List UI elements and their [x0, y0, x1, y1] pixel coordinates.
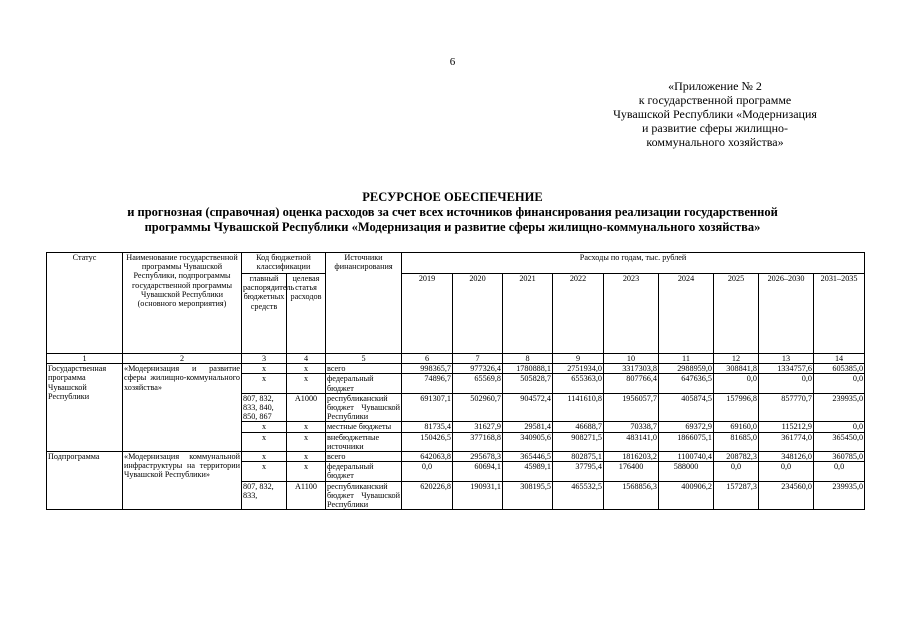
value-cell: 1816203,2 — [604, 452, 659, 462]
header-year: 2024 — [659, 274, 714, 354]
value-cell: 208782,3 — [714, 452, 759, 462]
value-cell: 998365,7 — [402, 364, 453, 374]
value-cell: 239935,0 — [814, 393, 865, 422]
value-cell: 588000 — [659, 462, 714, 481]
gr-cell: x — [242, 422, 287, 432]
value-cell: 234560,0 — [759, 481, 814, 510]
column-number: 5 — [326, 354, 402, 364]
value-cell: 807766,4 — [604, 374, 659, 393]
value-cell: 605385,0 — [814, 364, 865, 374]
header-year: 2026–2030 — [759, 274, 814, 354]
column-number: 14 — [814, 354, 865, 364]
column-number: 9 — [553, 354, 604, 364]
header-year: 2022 — [553, 274, 604, 354]
source-cell: всего — [326, 364, 402, 374]
header-status: Статус — [47, 253, 123, 354]
gr-cell: x — [242, 452, 287, 462]
value-cell: 31627,9 — [453, 422, 503, 432]
gr-cell: 807, 832, 833, — [242, 481, 287, 510]
value-cell: 115212,9 — [759, 422, 814, 432]
value-cell: 2751934,0 — [553, 364, 604, 374]
value-cell: 647636,5 — [659, 374, 714, 393]
value-cell: 348126,0 — [759, 452, 814, 462]
status-cell: Государственная программа Чувашской Республики — [47, 364, 123, 452]
header-sources: Источники финансирования — [326, 253, 402, 354]
gr-cell: 807, 832, 833, 840, 850, 867 — [242, 393, 287, 422]
value-cell: 81735,4 — [402, 422, 453, 432]
value-cell: 0,0 — [759, 374, 814, 393]
value-cell: 502960,7 — [453, 393, 503, 422]
value-cell: 70338,7 — [604, 422, 659, 432]
value-cell: 908271,5 — [553, 432, 604, 451]
value-cell: 340905,6 — [503, 432, 553, 451]
value-cell: 465532,5 — [553, 481, 604, 510]
source-cell: федеральный бюджет — [326, 462, 402, 481]
value-cell: 308195,5 — [503, 481, 553, 510]
value-cell: 904572,4 — [503, 393, 553, 422]
value-cell: 365446,5 — [503, 452, 553, 462]
value-cell: 0,0 — [759, 462, 814, 481]
title-line-3: программы Чувашской Республики «Модернизация и развитие сферы жилищно-коммунального хозяйства» — [144, 220, 761, 234]
title-line-2: и прогнозная (справочная) оценка расходов за счет всех источников финансирования реализации государственной — [127, 205, 778, 219]
value-cell: 691307,1 — [402, 393, 453, 422]
value-cell: 505828,7 — [503, 374, 553, 393]
column-number: 13 — [759, 354, 814, 364]
gr-cell: x — [242, 432, 287, 451]
value-cell: 81685,0 — [714, 432, 759, 451]
column-number: 11 — [659, 354, 714, 364]
value-cell: 802875,1 — [553, 452, 604, 462]
value-cell: 1334757,6 — [759, 364, 814, 374]
value-cell: 1100740,4 — [659, 452, 714, 462]
value-cell: 69160,0 — [714, 422, 759, 432]
cs-cell: x — [287, 452, 326, 462]
header-year: 2023 — [604, 274, 659, 354]
value-cell: 365450,0 — [814, 432, 865, 451]
value-cell: 157287,3 — [714, 481, 759, 510]
header-expenses: Расходы по годам, тыс. рублей — [402, 253, 865, 274]
header-year: 2031–2035 — [814, 274, 865, 354]
header-cs: целевая статья расходов — [287, 274, 326, 354]
value-cell: 483141,0 — [604, 432, 659, 451]
header-year: 2025 — [714, 274, 759, 354]
value-cell: 1780888,1 — [503, 364, 553, 374]
value-cell: 405874,5 — [659, 393, 714, 422]
value-cell: 1956057,7 — [604, 393, 659, 422]
value-cell: 620226,8 — [402, 481, 453, 510]
value-cell: 1141610,8 — [553, 393, 604, 422]
value-cell: 1568856,3 — [604, 481, 659, 510]
resource-table — [46, 252, 865, 510]
value-cell: 176400 — [604, 462, 659, 481]
value-cell: 150426,5 — [402, 432, 453, 451]
cs-cell: x — [287, 422, 326, 432]
value-cell: 295678,3 — [453, 452, 503, 462]
column-number-row — [47, 354, 865, 364]
column-number: 10 — [604, 354, 659, 364]
value-cell: 642063,8 — [402, 452, 453, 462]
gr-cell: x — [242, 374, 287, 393]
cs-cell: x — [287, 432, 326, 451]
column-number: 1 — [47, 354, 123, 364]
header-year: 2019 — [402, 274, 453, 354]
cs-cell: x — [287, 374, 326, 393]
column-number: 6 — [402, 354, 453, 364]
page-number: 6 — [449, 56, 456, 68]
gr-cell: x — [242, 364, 287, 374]
value-cell: 857770,7 — [759, 393, 814, 422]
status-cell: Подпрограмма — [47, 452, 123, 510]
value-cell: 0,0 — [714, 462, 759, 481]
value-cell: 377168,8 — [453, 432, 503, 451]
source-cell: местные бюджеты — [326, 422, 402, 432]
cs-cell: A1000 — [287, 393, 326, 422]
table-row — [47, 452, 865, 462]
cs-cell: x — [287, 462, 326, 481]
value-cell: 0,0 — [714, 374, 759, 393]
source-cell: внебюджетные источники — [326, 432, 402, 451]
table-row — [47, 364, 865, 374]
value-cell: 190931,1 — [453, 481, 503, 510]
value-cell: 60694,1 — [453, 462, 503, 481]
source-cell: республиканский бюджет Чувашской Республики — [327, 393, 400, 422]
value-cell: 74896,7 — [402, 374, 453, 393]
value-cell: 29581,4 — [503, 422, 553, 432]
column-number: 4 — [287, 354, 326, 364]
value-cell: 46688,7 — [553, 422, 604, 432]
source-cell: федеральный бюджет — [326, 374, 402, 393]
appendix-line: Чувашской Республики «Модернизация — [613, 107, 817, 121]
value-cell: 3317303,8 — [604, 364, 659, 374]
programme-name-cell: «Модернизация и развитие сферы жилищно-коммунального хозяйства» — [123, 364, 242, 452]
document-title — [50, 190, 855, 235]
value-cell: 1866075,1 — [659, 432, 714, 451]
column-number: 8 — [503, 354, 553, 364]
cs-cell: A1100 — [287, 481, 326, 510]
header-name: Наименование государственной программы Чувашской Республики, подпрограммы государственной программы Чувашской Республики (основного мероприятия) — [123, 253, 242, 354]
appendix-line: «Приложение № 2 — [668, 79, 762, 93]
value-cell: 239935,0 — [814, 481, 865, 510]
appendix-note — [590, 79, 840, 149]
header-gr: главный распорядитель бюджетных средств — [242, 274, 287, 354]
value-cell: 45989,1 — [503, 462, 553, 481]
column-number: 12 — [714, 354, 759, 364]
appendix-line: коммунального хозяйства» — [646, 135, 784, 149]
value-cell: 0,0 — [814, 462, 865, 481]
value-cell: 400906,2 — [659, 481, 714, 510]
appendix-line: и развитие сферы жилищно- — [642, 121, 788, 135]
programme-name-cell: «Модернизация коммунальной инфраструктуры на территории Чувашской Республики» — [123, 452, 242, 510]
value-cell: 308841,8 — [714, 364, 759, 374]
source-cell: всего — [326, 452, 402, 462]
value-cell: 69372,9 — [659, 422, 714, 432]
value-cell: 0,0 — [402, 462, 453, 481]
header-budget-code: Код бюджетной классификации — [242, 253, 326, 274]
value-cell: 360785,0 — [814, 452, 865, 462]
header-year: 2021 — [503, 274, 553, 354]
value-cell: 65569,8 — [453, 374, 503, 393]
value-cell: 2988959,0 — [659, 364, 714, 374]
value-cell: 361774,0 — [759, 432, 814, 451]
value-cell: 655363,0 — [553, 374, 604, 393]
source-cell: республиканский бюджет Чувашской Республики — [327, 481, 400, 510]
title-line-1: РЕСУРСНОЕ ОБЕСПЕЧЕНИЕ — [362, 190, 543, 204]
column-number: 7 — [453, 354, 503, 364]
header-year: 2020 — [453, 274, 503, 354]
value-cell: 37795,4 — [553, 462, 604, 481]
column-number: 3 — [242, 354, 287, 364]
gr-cell: x — [242, 462, 287, 481]
value-cell: 157996,8 — [714, 393, 759, 422]
cs-cell: x — [287, 364, 326, 374]
appendix-line: к государственной программе — [638, 93, 792, 107]
column-number: 2 — [123, 354, 242, 364]
value-cell: 0,0 — [814, 374, 865, 393]
value-cell: 977326,4 — [453, 364, 503, 374]
value-cell: 0,0 — [814, 422, 865, 432]
